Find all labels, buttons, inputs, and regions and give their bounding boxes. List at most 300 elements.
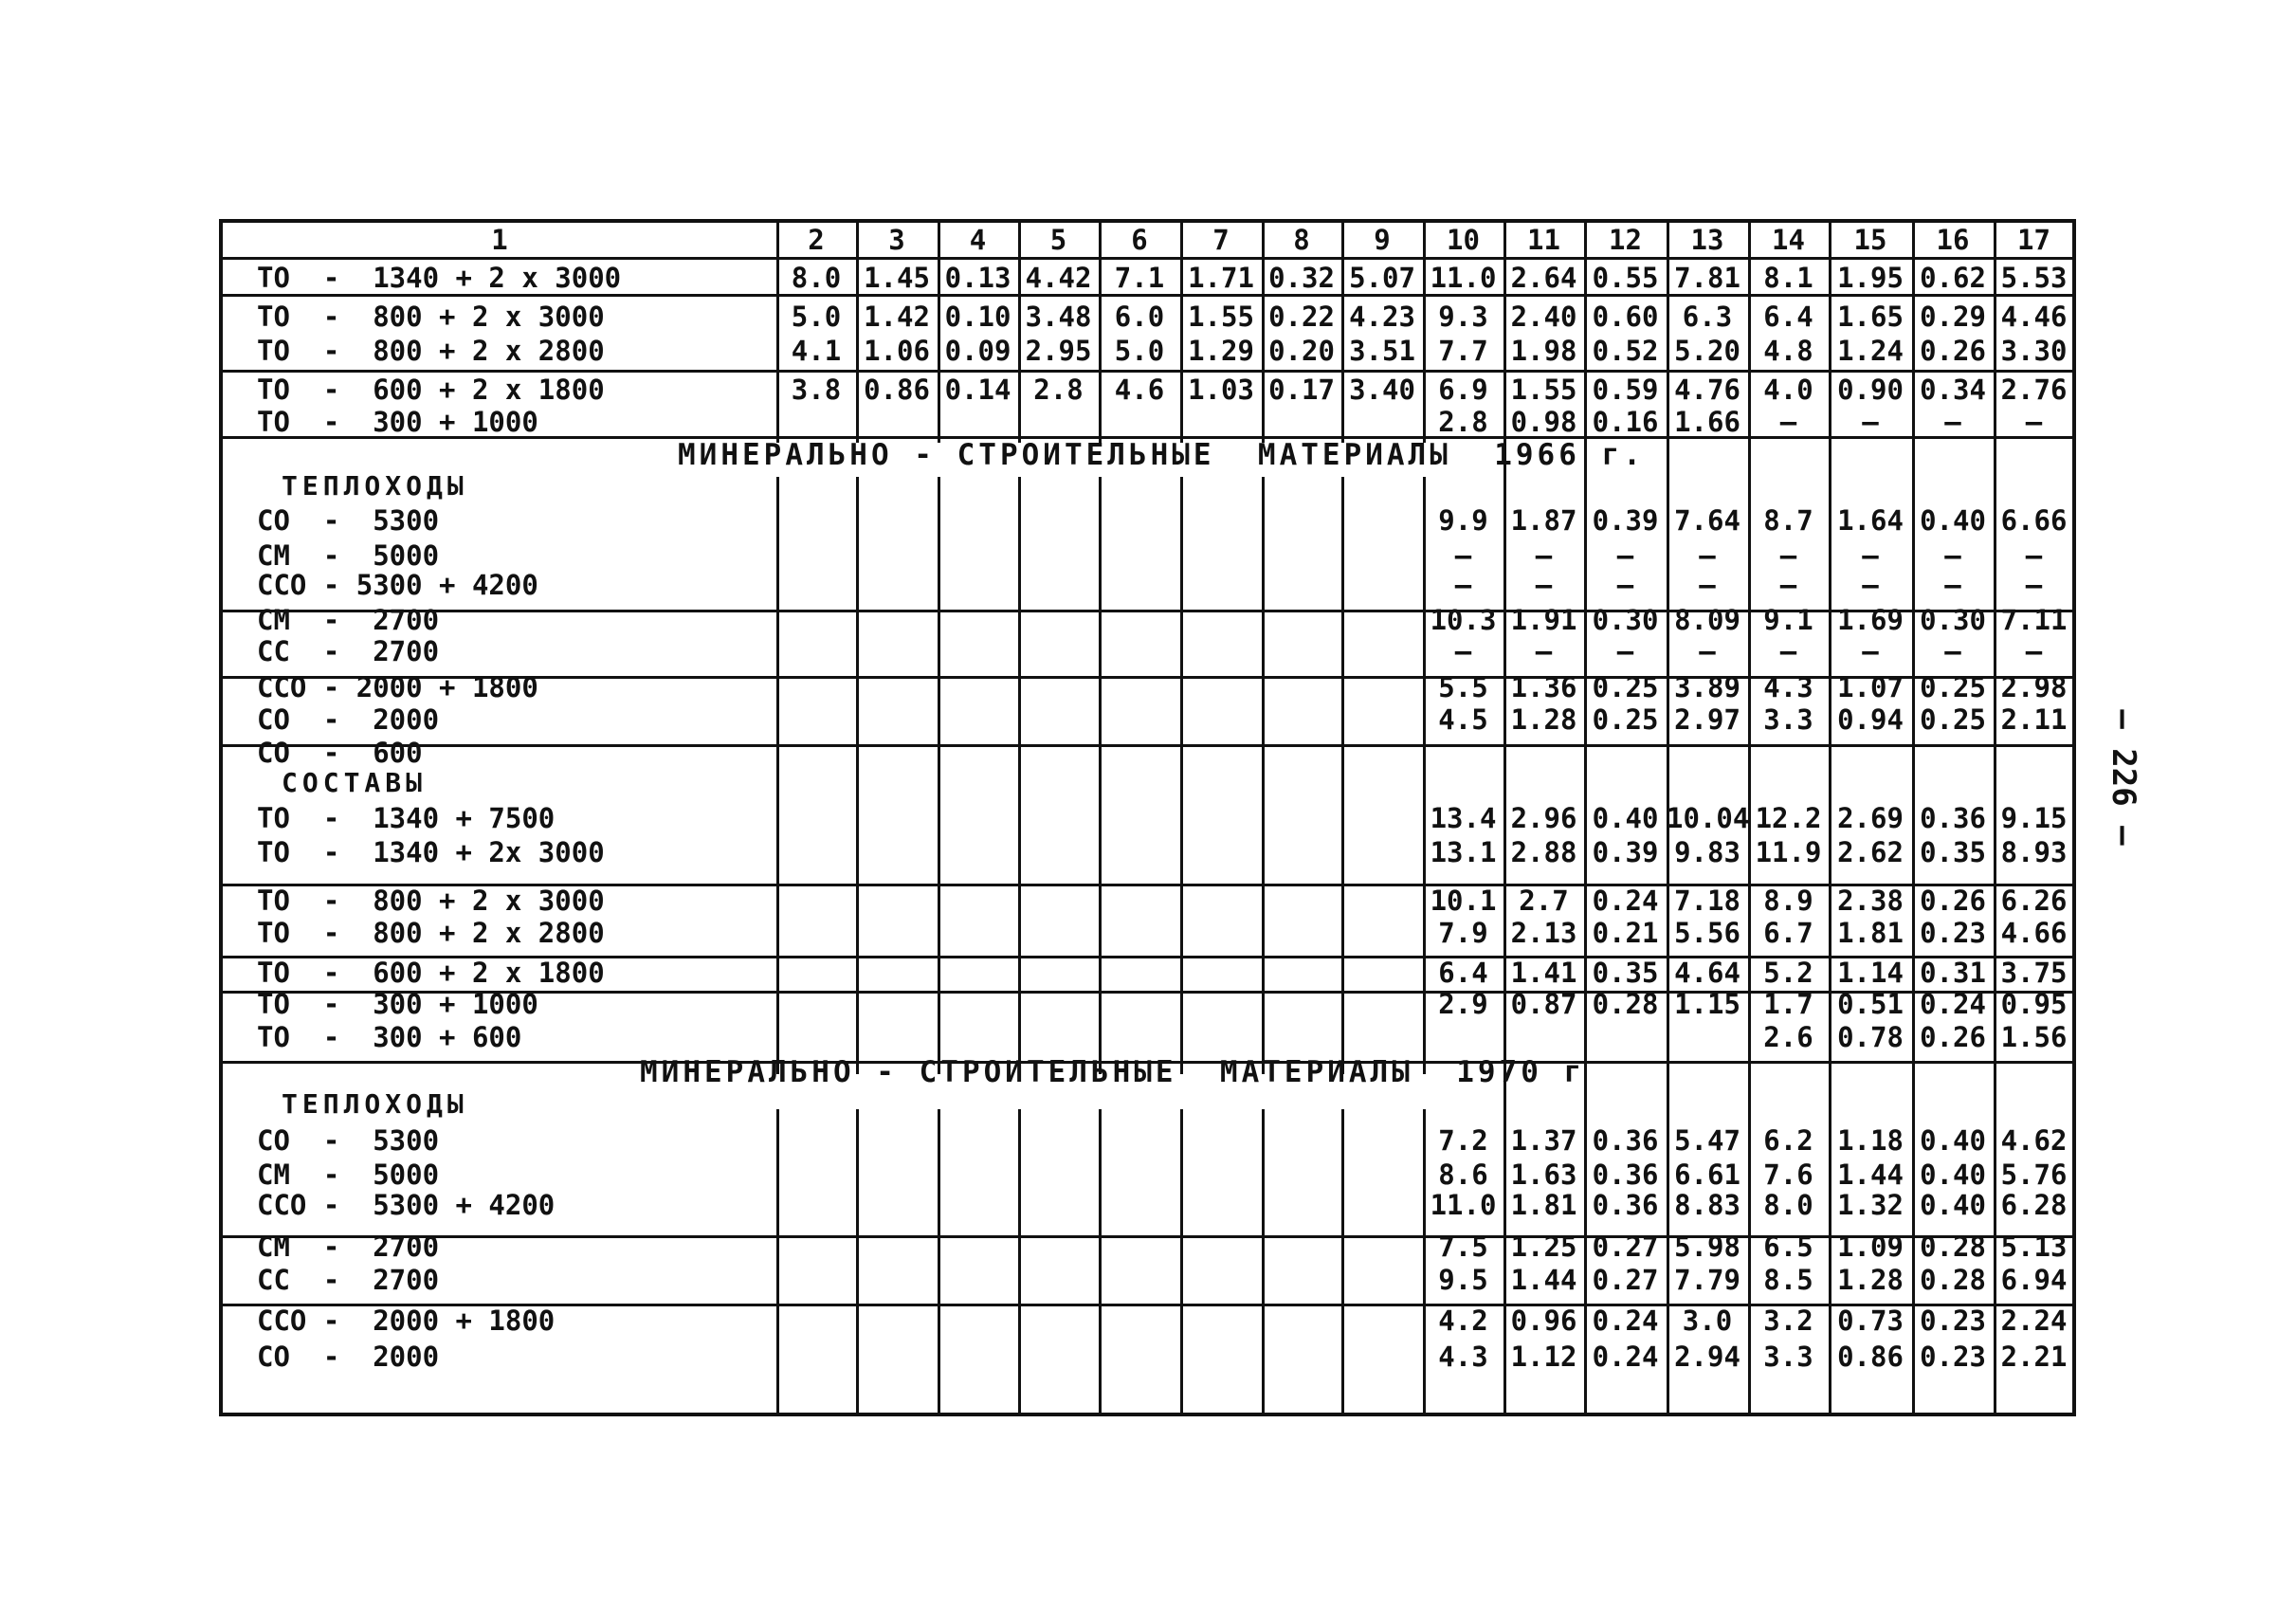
table-cell: 1.07	[1837, 671, 1904, 703]
table-cell: 10.1	[1430, 885, 1497, 917]
table-cell: 3.8	[791, 374, 842, 406]
table-cell: 2.24	[2000, 1305, 2068, 1337]
table-cell: 0.36	[1592, 1189, 1659, 1221]
table-cell: 0.22	[1268, 301, 1335, 333]
column-header: 14	[1772, 224, 1805, 256]
table-cell: 6.28	[2000, 1189, 2068, 1221]
table-cell: 0.25	[1592, 671, 1659, 703]
row-label: ТО - 1340 + 7500	[257, 802, 556, 834]
column-divider	[1099, 477, 1102, 1074]
table-cell: 8.6	[1438, 1159, 1488, 1191]
table-cell: —	[1454, 569, 1472, 601]
table-cell: 1.06	[864, 335, 930, 367]
row-label: ТО - 800 + 2 х 3000	[257, 885, 605, 917]
table-cell: —	[1535, 569, 1553, 601]
table-cell: 1.14	[1837, 957, 1904, 989]
table-cell: 0.28	[1920, 1231, 1986, 1263]
column-divider	[856, 223, 859, 443]
column-header: 6	[1131, 224, 1148, 256]
row-label: ССО - 2000 + 1800	[257, 671, 538, 703]
table-cell: 5.07	[1349, 262, 1415, 294]
table-cell: 1.37	[1510, 1124, 1577, 1157]
table-cell: —	[1616, 569, 1634, 601]
table-cell: 1.12	[1510, 1341, 1577, 1373]
column-divider	[776, 1109, 779, 1413]
row-label: СО - 2000	[257, 1341, 440, 1373]
table-cell: 0.16	[1592, 406, 1659, 438]
table-cell: —	[1862, 539, 1879, 572]
table-cell: —	[1944, 569, 1961, 601]
column-header: 4	[969, 224, 987, 256]
table-cell: 0.95	[2000, 988, 2068, 1020]
table-cell: 0.28	[1920, 1264, 1986, 1296]
table-cell: 4.8	[1763, 335, 1813, 367]
table-cell: 0.23	[1920, 917, 1986, 949]
table-cell: 2.95	[1025, 335, 1092, 367]
table-cell: 0.40	[1920, 1189, 1986, 1221]
table-cell: 8.9	[1763, 885, 1813, 917]
table-cell: 0.86	[864, 374, 930, 406]
row-label: ТО - 800 + 2 х 2800	[257, 335, 605, 367]
table-cell: —	[1779, 569, 1797, 601]
table-cell: 9.15	[2000, 802, 2068, 834]
table-cell: 1.69	[1837, 604, 1904, 636]
table-cell: 1.32	[1837, 1189, 1904, 1221]
table-cell: 8.93	[2000, 836, 2068, 868]
column-divider	[1341, 1109, 1344, 1413]
table-cell: 2.62	[1837, 836, 1904, 868]
section-heading: МИНЕРАЛЬНО - СТРОИТЕЛЬНЫЕ МАТЕРИАЛЫ 1970 г	[640, 1055, 1586, 1089]
table-cell: 0.96	[1510, 1305, 1577, 1337]
column-header: 7	[1212, 224, 1230, 256]
row-label: ТО - 300 + 1000	[257, 988, 538, 1020]
table-cell: 0.10	[944, 301, 1011, 333]
table-cell: 4.3	[1438, 1341, 1488, 1373]
column-header: 16	[1936, 224, 1970, 256]
table-cell: 1.87	[1510, 504, 1577, 537]
table-cell: —	[2025, 406, 2043, 438]
table-cell: 1.55	[1188, 301, 1254, 333]
table-cell: 2.8	[1033, 374, 1084, 406]
table-cell: 8.0	[1763, 1189, 1813, 1221]
table-cell: 1.66	[1674, 406, 1740, 438]
table-cell: 0.26	[1920, 1021, 1986, 1053]
table-cell: 7.6	[1763, 1159, 1813, 1191]
row-label: ТО - 300 + 1000	[257, 406, 538, 438]
row-label: СМ - 5000	[257, 1159, 440, 1191]
table-cell: —	[1862, 406, 1879, 438]
table-cell: 0.90	[1837, 374, 1904, 406]
table-cell: 2.9	[1438, 988, 1488, 1020]
table-cell: 0.23	[1920, 1341, 1986, 1373]
table-cell: 11.0	[1430, 1189, 1497, 1221]
column-divider	[1018, 1109, 1021, 1413]
table-cell: 0.94	[1837, 703, 1904, 736]
table-cell: 2.88	[1510, 836, 1577, 868]
row-label: ТО - 800 + 2 х 3000	[257, 301, 605, 333]
table-cell: 0.24	[1592, 1341, 1659, 1373]
table-cell: 6.3	[1682, 301, 1733, 333]
table-cell: 0.09	[944, 335, 1011, 367]
table-cell: —	[1862, 569, 1879, 601]
table-cell: 7.18	[1674, 885, 1740, 917]
table-cell: 8.09	[1674, 604, 1740, 636]
row-label: ТО - 1340 + 2 х 3000	[257, 262, 622, 294]
table-cell: —	[1699, 539, 1716, 572]
table-cell: —	[1535, 539, 1553, 572]
table-cell: 3.89	[1674, 671, 1740, 703]
table-cell: 2.97	[1674, 703, 1740, 736]
row-divider	[223, 257, 2074, 260]
table-cell: 8.7	[1763, 504, 1813, 537]
row-label: ССО - 5300 + 4200	[257, 569, 538, 601]
table-cell: 3.30	[2000, 335, 2068, 367]
table-cell: 2.76	[2000, 374, 2068, 406]
table-cell: 4.6	[1114, 374, 1165, 406]
column-header: 2	[808, 224, 825, 256]
table-cell: 1.65	[1837, 301, 1904, 333]
column-header: 17	[2017, 224, 2050, 256]
table-cell: 2.11	[2000, 703, 2068, 736]
column-divider	[938, 1109, 940, 1413]
column-header: 3	[888, 224, 905, 256]
column-divider	[938, 477, 940, 1074]
column-header: 1	[491, 224, 508, 256]
row-label: ТО - 800 + 2 х 2800	[257, 917, 605, 949]
table-cell: 7.1	[1114, 262, 1165, 294]
table-cell: 7.79	[1674, 1264, 1740, 1296]
row-label: ТО - 600 + 2 х 1800	[257, 957, 605, 989]
table-cell: 0.36	[1920, 802, 1986, 834]
table-cell: 0.31	[1920, 957, 1986, 989]
table-cell: 2.98	[2000, 671, 2068, 703]
column-header: 8	[1293, 224, 1310, 256]
table-cell: 7.2	[1438, 1124, 1488, 1157]
table-cell: 0.40	[1920, 504, 1986, 537]
table-cell: 8.0	[791, 262, 842, 294]
table-cell: —	[1944, 406, 1961, 438]
column-divider	[938, 223, 940, 443]
column-header: 15	[1853, 224, 1887, 256]
table-cell: 1.95	[1837, 262, 1904, 294]
table-cell: 0.55	[1592, 262, 1659, 294]
table-cell: 0.52	[1592, 335, 1659, 367]
table-cell: 4.76	[1674, 374, 1740, 406]
column-divider	[1018, 223, 1021, 443]
table-cell: 0.17	[1268, 374, 1335, 406]
table-cell: 1.7	[1763, 988, 1813, 1020]
table-cell: 0.40	[1920, 1124, 1986, 1157]
table-cell: 0.27	[1592, 1231, 1659, 1263]
table-cell: 1.55	[1510, 374, 1577, 406]
table-cell: 13.4	[1430, 802, 1497, 834]
row-label: СМ - 2700	[257, 604, 440, 636]
table-cell: 4.42	[1025, 262, 1092, 294]
table-cell: 1.45	[864, 262, 930, 294]
row-label: СС - 2700	[257, 635, 440, 667]
table-cell: 13.1	[1430, 836, 1497, 868]
section-title: ТЕПЛОХОДЫ	[282, 470, 468, 502]
table-cell: 5.5	[1438, 671, 1488, 703]
table-cell: 0.36	[1592, 1124, 1659, 1157]
column-header: 5	[1049, 224, 1067, 256]
page-number	[2095, 702, 2152, 853]
table-cell: 4.3	[1763, 671, 1813, 703]
table-cell: 5.2	[1763, 957, 1813, 989]
table-cell: 0.23	[1920, 1305, 1986, 1337]
row-label: ССО - 5300 + 4200	[257, 1189, 556, 1221]
table-cell: 1.36	[1510, 671, 1577, 703]
table-cell: 2.13	[1510, 917, 1577, 949]
table-cell: 1.28	[1510, 703, 1577, 736]
table-cell: 4.64	[1674, 957, 1740, 989]
table-cell: 1.15	[1674, 988, 1740, 1020]
table-cell: 4.46	[2000, 301, 2068, 333]
column-header: 11	[1527, 224, 1560, 256]
table-cell: 1.63	[1510, 1159, 1577, 1191]
column-divider	[1262, 1109, 1265, 1413]
section-title: ТЕПЛОХОДЫ	[282, 1088, 468, 1120]
table-cell: 0.32	[1268, 262, 1335, 294]
table-cell: 6.94	[2000, 1264, 2068, 1296]
table-cell: 0.25	[1592, 703, 1659, 736]
table-cell: 1.41	[1510, 957, 1577, 989]
table-cell: —	[2025, 635, 2043, 667]
column-divider	[776, 477, 779, 1074]
column-header: 9	[1374, 224, 1391, 256]
table-cell: —	[1699, 569, 1716, 601]
data-table	[219, 219, 2076, 1416]
table-cell: 4.5	[1438, 703, 1488, 736]
table-cell: 9.9	[1438, 504, 1488, 537]
table-cell: 0.36	[1592, 1159, 1659, 1191]
table-cell: 0.30	[1592, 604, 1659, 636]
table-cell: 1.56	[2000, 1021, 2068, 1053]
table-cell: 4.62	[2000, 1124, 2068, 1157]
table-cell: 3.3	[1763, 1341, 1813, 1373]
table-cell: 0.98	[1510, 406, 1577, 438]
table-cell: 8.83	[1674, 1189, 1740, 1221]
table-cell: 7.81	[1674, 262, 1740, 294]
table-cell: 1.98	[1510, 335, 1577, 367]
section-title: СОСТАВЫ	[282, 767, 428, 798]
table-cell: —	[1779, 406, 1797, 438]
table-cell: 5.53	[2000, 262, 2068, 294]
table-cell: 5.76	[2000, 1159, 2068, 1191]
table-cell: 10.3	[1430, 604, 1497, 636]
table-cell: 5.98	[1674, 1231, 1740, 1263]
row-label: СО - 5300	[257, 504, 440, 537]
table-cell: 12.2	[1755, 802, 1822, 834]
row-label: ТО - 600 + 2 х 1800	[257, 374, 605, 406]
table-cell: 6.4	[1438, 957, 1488, 989]
table-cell: 1.64	[1837, 504, 1904, 537]
table-cell: 4.0	[1763, 374, 1813, 406]
page-number-text: – 226 –	[2105, 709, 2142, 846]
table-cell: 0.27	[1592, 1264, 1659, 1296]
table-cell: 7.9	[1438, 917, 1488, 949]
table-cell: —	[1616, 539, 1634, 572]
table-cell: 1.09	[1837, 1231, 1904, 1263]
table-cell: 0.26	[1920, 885, 1986, 917]
table-cell: 1.44	[1837, 1159, 1904, 1191]
table-cell: —	[2025, 569, 2043, 601]
table-cell: 7.7	[1438, 335, 1488, 367]
table-cell: 0.25	[1920, 703, 1986, 736]
table-cell: 7.64	[1674, 504, 1740, 537]
table-cell: 1.03	[1188, 374, 1254, 406]
table-cell: 0.60	[1592, 301, 1659, 333]
table-cell: —	[1779, 635, 1797, 667]
table-cell: 0.51	[1837, 988, 1904, 1020]
row-label: ТО - 300 + 600	[257, 1021, 522, 1053]
table-cell: 1.42	[864, 301, 930, 333]
table-cell: 0.73	[1837, 1305, 1904, 1337]
table-cell: —	[1779, 539, 1797, 572]
table-cell: 3.0	[1682, 1305, 1733, 1337]
table-cell: —	[1454, 635, 1472, 667]
table-cell: 1.29	[1188, 335, 1254, 367]
column-header: 12	[1609, 224, 1642, 256]
table-cell: 0.78	[1837, 1021, 1904, 1053]
table-cell: 6.0	[1114, 301, 1165, 333]
table-cell: 1.28	[1837, 1264, 1904, 1296]
row-label: СС - 2700	[257, 1264, 440, 1296]
table-cell: 1.91	[1510, 604, 1577, 636]
column-divider	[1180, 477, 1183, 1074]
table-cell: 6.9	[1438, 374, 1488, 406]
table-cell: 0.14	[944, 374, 1011, 406]
table-cell: 0.24	[1592, 885, 1659, 917]
table-cell: 1.18	[1837, 1124, 1904, 1157]
table-cell: 1.44	[1510, 1264, 1577, 1296]
table-cell: —	[1862, 635, 1879, 667]
table-cell: 0.29	[1920, 301, 1986, 333]
table-cell: —	[1699, 635, 1716, 667]
table-cell: 0.35	[1920, 836, 1986, 868]
table-cell: 9.3	[1438, 301, 1488, 333]
table-cell: —	[1944, 635, 1961, 667]
table-cell: 0.30	[1920, 604, 1986, 636]
table-cell: 2.94	[1674, 1341, 1740, 1373]
table-cell: 2.8	[1438, 406, 1488, 438]
column-divider	[1180, 1109, 1183, 1413]
column-divider	[856, 1109, 859, 1413]
table-cell: 6.26	[2000, 885, 2068, 917]
row-label: ССО - 2000 + 1800	[257, 1305, 556, 1337]
table-cell: 0.86	[1837, 1341, 1904, 1373]
table-cell: 11.0	[1430, 262, 1497, 294]
table-cell: 9.83	[1674, 836, 1740, 868]
table-cell: 3.48	[1025, 301, 1092, 333]
table-cell: 3.75	[2000, 957, 2068, 989]
column-divider	[1099, 1109, 1102, 1413]
table-cell: 6.7	[1763, 917, 1813, 949]
table-cell: 4.2	[1438, 1305, 1488, 1337]
table-cell: 6.61	[1674, 1159, 1740, 1191]
table-cell: 5.47	[1674, 1124, 1740, 1157]
table-cell: 1.81	[1510, 1189, 1577, 1221]
column-header: 10	[1447, 224, 1480, 256]
table-cell: 2.6	[1763, 1021, 1813, 1053]
row-label: СМ - 2700	[257, 1231, 440, 1263]
table-cell: 0.25	[1920, 671, 1986, 703]
row-label: СМ - 5000	[257, 539, 440, 572]
table-cell: 5.0	[791, 301, 842, 333]
table-cell: 1.71	[1188, 262, 1254, 294]
table-cell: 6.2	[1763, 1124, 1813, 1157]
table-cell: 1.24	[1837, 335, 1904, 367]
column-divider	[1341, 477, 1344, 1074]
column-divider	[1262, 477, 1265, 1074]
table-cell: 3.2	[1763, 1305, 1813, 1337]
table-cell: 0.35	[1592, 957, 1659, 989]
row-divider	[223, 744, 2074, 747]
table-cell: 9.1	[1763, 604, 1813, 636]
table-cell: 2.7	[1519, 885, 1569, 917]
row-divider	[223, 294, 2074, 297]
column-header: 13	[1690, 224, 1724, 256]
table-cell: 2.64	[1510, 262, 1577, 294]
table-cell: 0.59	[1592, 374, 1659, 406]
table-cell: 0.34	[1920, 374, 1986, 406]
table-cell: 2.96	[1510, 802, 1577, 834]
table-cell: 0.21	[1592, 917, 1659, 949]
column-divider	[1262, 223, 1265, 443]
table-cell: 0.20	[1268, 335, 1335, 367]
table-cell: 2.21	[2000, 1341, 2068, 1373]
table-cell: 8.5	[1763, 1264, 1813, 1296]
table-cell: 10.04	[1667, 802, 1750, 834]
row-label: СО - 5300	[257, 1124, 440, 1157]
table-cell: 8.1	[1763, 262, 1813, 294]
table-cell: 0.87	[1510, 988, 1577, 1020]
table-cell: 11.9	[1755, 836, 1822, 868]
table-cell: 2.40	[1510, 301, 1577, 333]
table-cell: 1.25	[1510, 1231, 1577, 1263]
table-cell: 0.24	[1592, 1305, 1659, 1337]
column-divider	[1099, 223, 1102, 443]
table-cell: 6.66	[2000, 504, 2068, 537]
table-cell: 0.26	[1920, 335, 1986, 367]
table-cell: 5.56	[1674, 917, 1740, 949]
table-cell: 4.23	[1349, 301, 1415, 333]
table-cell: —	[1616, 635, 1634, 667]
column-divider	[1018, 477, 1021, 1074]
column-divider	[856, 477, 859, 1074]
table-cell: 0.39	[1592, 504, 1659, 537]
table-cell: 0.28	[1592, 988, 1659, 1020]
table-cell: 9.5	[1438, 1264, 1488, 1296]
row-label: ТО - 1340 + 2х 3000	[257, 836, 605, 868]
table-cell: 2.38	[1837, 885, 1904, 917]
table-cell: 0.62	[1920, 262, 1986, 294]
table-cell: 7.5	[1438, 1231, 1488, 1263]
table-cell: 7.11	[2000, 604, 2068, 636]
table-cell: 6.5	[1763, 1231, 1813, 1263]
row-label: СО - 600	[257, 737, 423, 769]
section-heading: МИНЕРАЛЬНО - СТРОИТЕЛЬНЫЕ МАТЕРИАЛЫ 1966 г.	[678, 438, 1645, 472]
table-cell: —	[1944, 539, 1961, 572]
table-cell: 5.20	[1674, 335, 1740, 367]
column-divider	[1341, 223, 1344, 443]
column-divider	[776, 223, 779, 443]
table-cell: 0.40	[1592, 802, 1659, 834]
table-cell: 0.39	[1592, 836, 1659, 868]
table-cell: —	[1454, 539, 1472, 572]
table-cell: 3.40	[1349, 374, 1415, 406]
table-cell: 5.0	[1114, 335, 1165, 367]
